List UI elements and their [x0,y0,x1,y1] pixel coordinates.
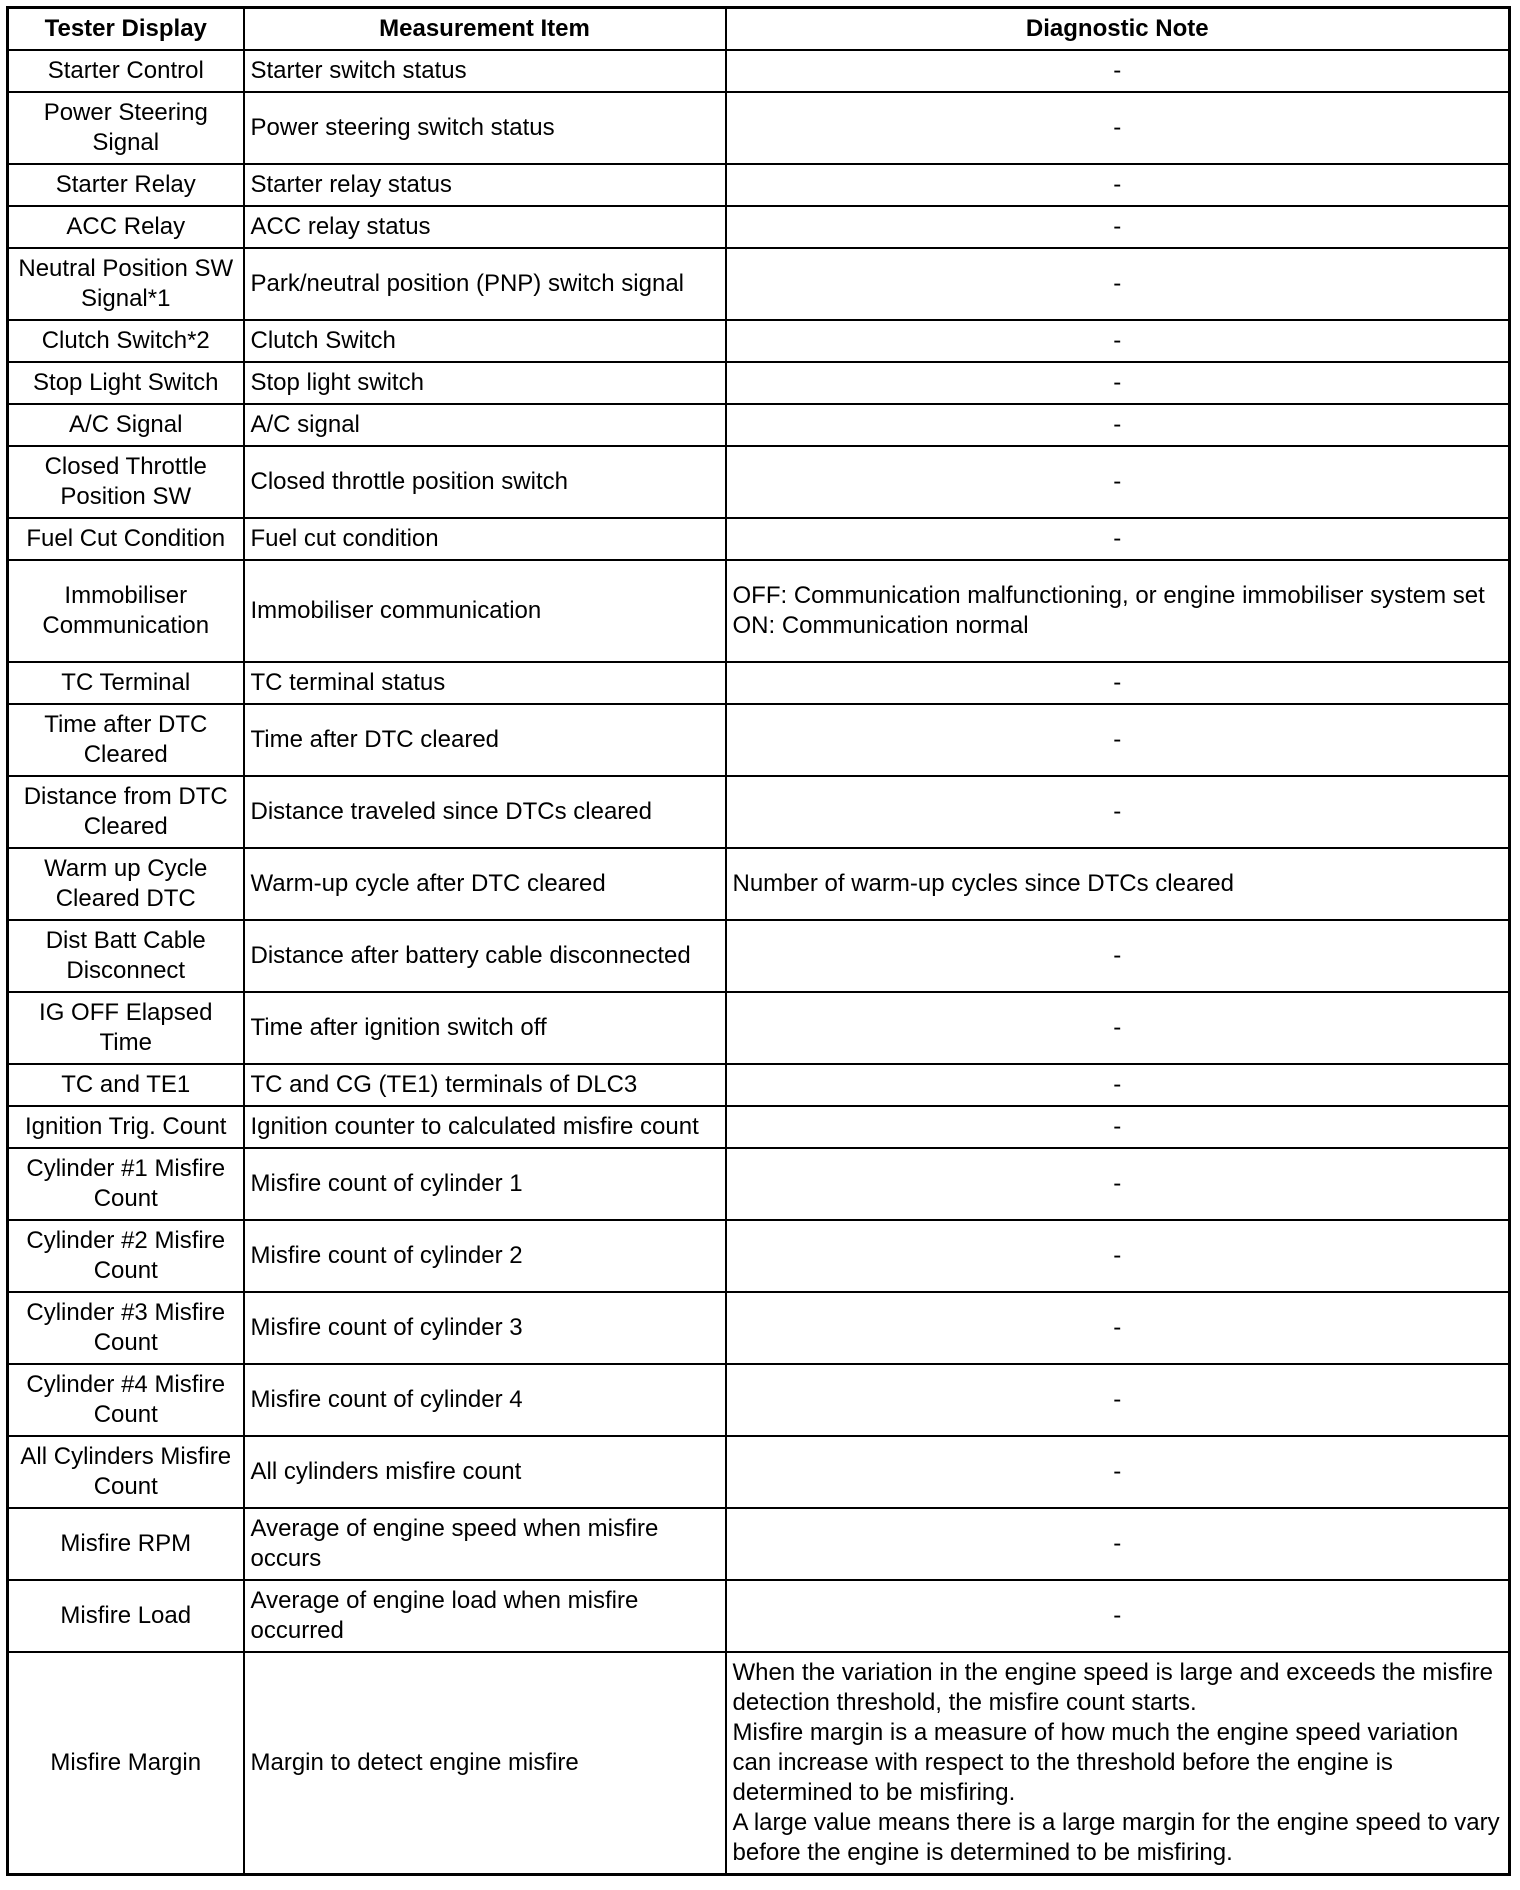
table-row [8,206,1510,248]
diagnostic-note-cell: - [726,1220,1510,1292]
header-tester-display: Tester Display [8,8,244,51]
measurement-item-cell: Average of engine speed when misfire occurs [244,1508,726,1580]
table-row [8,1292,1510,1364]
diagnostic-note-cell: OFF: Communication malfunctioning, or engine immobiliser system set ON: Communication normal [726,560,1510,662]
table-row [8,446,1510,518]
tester-display-cell: Cylinder #4 Misfire Count [8,1364,244,1436]
measurement-item-cell: Closed throttle position switch [244,446,726,518]
measurement-item-cell: Immobiliser communication [244,560,726,662]
measurement-item-cell: Time after DTC cleared [244,704,726,776]
table-row [8,560,1510,662]
tester-display-cell: IG OFF Elapsed Time [8,992,244,1064]
table-row [8,1580,1510,1652]
measurement-item-cell: Misfire count of cylinder 3 [244,1292,726,1364]
tester-display-cell: Distance from DTC Cleared [8,776,244,848]
tester-display-cell: A/C Signal [8,404,244,446]
diagnostic-note-cell: When the variation in the engine speed is large and exceeds the misfire detection threshold, the misfire count starts. Misfire margin is a measure of how much the engine speed variation can increase with respect to the threshold before the engine is determined to be misfiring. A large value means there is a large margin for the engine speed to vary before the engine is determined to be misfiring. [726,1652,1510,1875]
tester-display-cell: Power Steering Signal [8,92,244,164]
table-row [8,920,1510,992]
diagnostic-note-cell: - [726,164,1510,206]
tester-display-cell: Starter Control [8,50,244,92]
diagnostic-note-cell: - [726,920,1510,992]
table-row [8,992,1510,1064]
table-row [8,704,1510,776]
measurement-item-cell: TC and CG (TE1) terminals of DLC3 [244,1064,726,1106]
table-row [8,1148,1510,1220]
measurement-item-cell: Fuel cut condition [244,518,726,560]
table-row [8,248,1510,320]
measurement-item-cell: Misfire count of cylinder 2 [244,1220,726,1292]
diagnostic-note-cell: - [726,1148,1510,1220]
tester-display-cell: TC and TE1 [8,1064,244,1106]
measurement-item-cell: Clutch Switch [244,320,726,362]
diagnostic-note-cell: - [726,1364,1510,1436]
measurement-item-cell: TC terminal status [244,662,726,704]
measurement-item-cell: Power steering switch status [244,92,726,164]
diagnostic-note-cell: - [726,662,1510,704]
measurement-item-cell: Distance traveled since DTCs cleared [244,776,726,848]
table-row [8,404,1510,446]
header-measurement-item: Measurement Item [244,8,726,51]
measurement-item-cell: Stop light switch [244,362,726,404]
tester-display-cell: Time after DTC Cleared [8,704,244,776]
tester-display-cell: Closed Throttle Position SW [8,446,244,518]
table-row [8,1106,1510,1148]
diagnostic-note-cell: - [726,446,1510,518]
measurement-item-cell: Starter switch status [244,50,726,92]
tester-display-cell: Warm up Cycle Cleared DTC [8,848,244,920]
tester-display-cell: Clutch Switch*2 [8,320,244,362]
diagnostic-note-cell: - [726,92,1510,164]
diagnostic-note-cell: - [726,518,1510,560]
header-diagnostic-note: Diagnostic Note [726,8,1510,51]
table-row [8,1064,1510,1106]
table-header-row [8,8,1510,51]
tester-display-cell: Fuel Cut Condition [8,518,244,560]
tester-display-cell: Cylinder #1 Misfire Count [8,1148,244,1220]
diagnostic-note-cell: - [726,1436,1510,1508]
table-row [8,320,1510,362]
diagnostic-note-cell: - [726,704,1510,776]
measurement-item-cell: ACC relay status [244,206,726,248]
table-row [8,1436,1510,1508]
data-list-table [6,6,1511,1876]
table-row [8,848,1510,920]
diagnostic-note-cell: - [726,776,1510,848]
table-row [8,1508,1510,1580]
tester-display-cell: Neutral Position SW Signal*1 [8,248,244,320]
measurement-item-cell: Misfire count of cylinder 1 [244,1148,726,1220]
table-row [8,1364,1510,1436]
diagnostic-note-cell: - [726,320,1510,362]
tester-display-cell: ACC Relay [8,206,244,248]
diagnostic-note-cell: - [726,206,1510,248]
table-row [8,362,1510,404]
measurement-item-cell: Margin to detect engine misfire [244,1652,726,1875]
table-row [8,1220,1510,1292]
table-row [8,164,1510,206]
tester-display-cell: Misfire Margin [8,1652,244,1875]
diagnostic-note-cell: - [726,362,1510,404]
measurement-item-cell: Time after ignition switch off [244,992,726,1064]
tester-display-cell: Stop Light Switch [8,362,244,404]
measurement-item-cell: Warm-up cycle after DTC cleared [244,848,726,920]
diagnostic-note-cell: - [726,404,1510,446]
diagnostic-note-cell: - [726,248,1510,320]
tester-display-cell: All Cylinders Misfire Count [8,1436,244,1508]
diagnostic-note-cell: - [726,1292,1510,1364]
table-row [8,50,1510,92]
tester-display-cell: Starter Relay [8,164,244,206]
measurement-item-cell: Starter relay status [244,164,726,206]
tester-display-cell: Cylinder #2 Misfire Count [8,1220,244,1292]
diagnostic-note-cell: - [726,1508,1510,1580]
diagnostic-note-cell: Number of warm-up cycles since DTCs cleared [726,848,1510,920]
measurement-item-cell: Park/neutral position (PNP) switch signal [244,248,726,320]
diagnostic-note-cell: - [726,1580,1510,1652]
table-row [8,776,1510,848]
measurement-item-cell: Misfire count of cylinder 4 [244,1364,726,1436]
measurement-item-cell: All cylinders misfire count [244,1436,726,1508]
tester-display-cell: Cylinder #3 Misfire Count [8,1292,244,1364]
diagnostic-note-cell: - [726,1106,1510,1148]
diagnostic-note-cell: - [726,992,1510,1064]
measurement-item-cell: Average of engine load when misfire occurred [244,1580,726,1652]
tester-display-cell: TC Terminal [8,662,244,704]
measurement-item-cell: Ignition counter to calculated misfire count [244,1106,726,1148]
tester-display-cell: Ignition Trig. Count [8,1106,244,1148]
table-row [8,92,1510,164]
measurement-item-cell: A/C signal [244,404,726,446]
tester-display-cell: Immobiliser Communication [8,560,244,662]
table-row [8,518,1510,560]
table-row [8,1652,1510,1875]
measurement-item-cell: Distance after battery cable disconnected [244,920,726,992]
table-row [8,662,1510,704]
tester-display-cell: Misfire RPM [8,1508,244,1580]
diagnostic-note-cell: - [726,50,1510,92]
tester-display-cell: Dist Batt Cable Disconnect [8,920,244,992]
tester-display-cell: Misfire Load [8,1580,244,1652]
diagnostic-note-cell: - [726,1064,1510,1106]
